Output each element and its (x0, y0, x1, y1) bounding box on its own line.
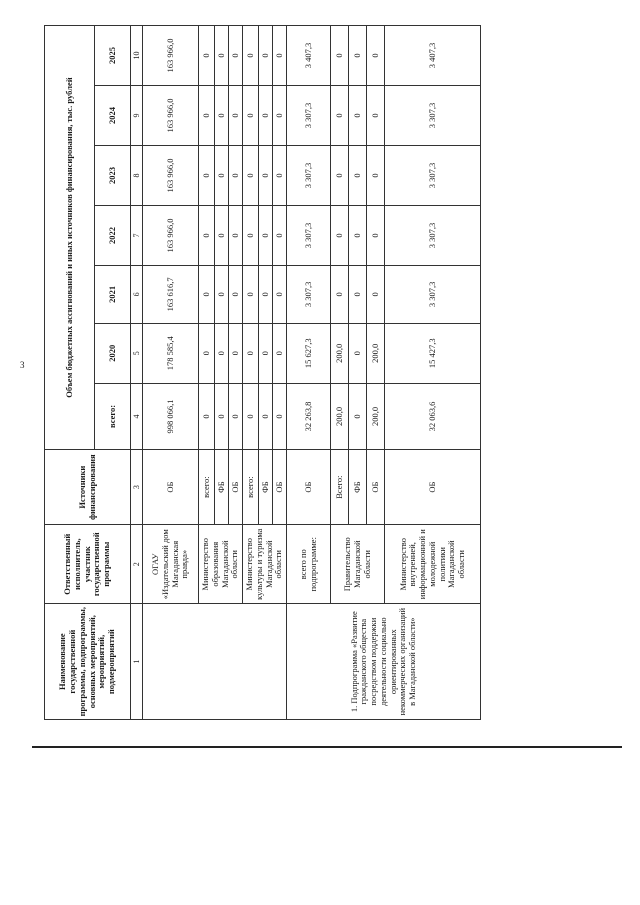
value-cell: 0 (243, 265, 259, 323)
col-number: 3 (131, 450, 143, 525)
value-cell: 0 (243, 323, 259, 383)
executor-cell: Министерство образования Магаданской области (199, 525, 243, 604)
value-cell: 0 (215, 265, 229, 323)
value-cell: 0 (349, 86, 367, 146)
value-cell: 0 (349, 383, 367, 449)
value-cell: 32 263,8 (287, 383, 331, 449)
value-cell: 163 966,0 (143, 26, 199, 86)
col-number: 5 (131, 323, 143, 383)
value-cell: 3 307,3 (287, 205, 331, 265)
value-cell: 163 616,7 (143, 265, 199, 323)
value-cell: 0 (367, 265, 385, 323)
header-program: Наименование государственной программы, подпрограммы, основных мероприятий, мероприятий, подмероприятий (45, 604, 131, 720)
value-cell: 3 407,3 (385, 26, 481, 86)
value-cell: 0 (229, 323, 243, 383)
value-cell: 3 307,3 (385, 86, 481, 146)
value-cell: 0 (243, 86, 259, 146)
header-year-2024: 2024 (95, 86, 131, 146)
value-cell: 0 (331, 265, 349, 323)
value-cell: 3 307,3 (287, 146, 331, 206)
source-cell: ОБ (287, 450, 331, 525)
table-row (287, 26, 331, 720)
executor-cell: ОГАУ «Издательский дом Магаданская правда» (143, 525, 199, 604)
value-cell: 0 (367, 205, 385, 265)
header-year-2023: 2023 (95, 146, 131, 206)
source-cell: ФБ (349, 450, 367, 525)
value-cell: 200,0 (367, 383, 385, 449)
col-number: 8 (131, 146, 143, 206)
executor-cell: Министерство культуры и туризма Магаданской области (243, 525, 287, 604)
value-cell: 163 966,0 (143, 86, 199, 146)
value-cell: 0 (229, 383, 243, 449)
budget-table (44, 25, 481, 720)
header-year-2025: 2025 (95, 26, 131, 86)
value-cell: 998 066,1 (143, 383, 199, 449)
value-cell: 0 (215, 323, 229, 383)
value-cell: 0 (349, 146, 367, 206)
value-cell: 0 (243, 146, 259, 206)
page-number: 3 (20, 360, 25, 370)
value-cell: 0 (259, 265, 273, 323)
value-cell: 0 (215, 146, 229, 206)
value-cell: 0 (349, 265, 367, 323)
value-cell: 0 (259, 26, 273, 86)
value-cell: 0 (229, 205, 243, 265)
value-cell: 0 (215, 383, 229, 449)
value-cell: 0 (273, 323, 287, 383)
col-number: 1 (131, 604, 143, 720)
header-executor: Ответственный исполнитель, участник государственной программы (45, 525, 131, 604)
source-cell: ОБ (367, 450, 385, 525)
value-cell: 0 (243, 26, 259, 86)
value-cell: 15 627,3 (287, 323, 331, 383)
source-cell: ОБ (273, 450, 287, 525)
value-cell: 0 (273, 86, 287, 146)
value-cell: 0 (367, 146, 385, 206)
budget-table-rotated (44, 25, 549, 720)
value-cell: 3 307,3 (287, 86, 331, 146)
value-cell: 0 (215, 86, 229, 146)
header-source: Источники финансирования (45, 450, 131, 525)
executor-cell: Министерство внутренней, информационной и молодежной политики Магаданской области (385, 525, 481, 604)
value-cell: 3 407,3 (287, 26, 331, 86)
value-cell: 3 307,3 (385, 146, 481, 206)
col-number: 9 (131, 86, 143, 146)
program-cell-empty (143, 604, 287, 720)
header-total: всего: (95, 383, 131, 449)
value-cell: 0 (215, 205, 229, 265)
value-cell: 0 (199, 265, 215, 323)
program-name: 1. Подпрограмма «Развитие гражданского общества посредством поддержки деятельности социально ориентированных некоммерческих организаций в Магаданской области» (287, 604, 481, 720)
value-cell: 0 (367, 86, 385, 146)
value-cell: 0 (367, 26, 385, 86)
value-cell: 0 (259, 146, 273, 206)
source-cell: ОБ (143, 450, 199, 525)
value-cell: 178 585,4 (143, 323, 199, 383)
value-cell: 0 (199, 26, 215, 86)
value-cell: 3 307,3 (287, 265, 331, 323)
value-cell: 200,0 (367, 323, 385, 383)
value-cell: 200,0 (331, 323, 349, 383)
value-cell: 0 (273, 146, 287, 206)
value-cell: 0 (259, 383, 273, 449)
value-cell: 0 (349, 205, 367, 265)
value-cell: 0 (331, 26, 349, 86)
value-cell: 0 (331, 146, 349, 206)
col-number: 10 (131, 26, 143, 86)
table-body (143, 26, 481, 720)
source-cell: всего: (243, 450, 259, 525)
executor-cell: всего по подпрограмме: (287, 525, 331, 604)
value-cell: 0 (199, 323, 215, 383)
value-cell: 163 966,0 (143, 205, 199, 265)
value-cell: 3 307,3 (385, 205, 481, 265)
value-cell: 200,0 (331, 383, 349, 449)
value-cell: 0 (243, 205, 259, 265)
table-row (143, 26, 199, 720)
value-cell: 0 (199, 146, 215, 206)
value-cell: 0 (259, 86, 273, 146)
value-cell: 0 (229, 265, 243, 323)
value-cell: 0 (243, 383, 259, 449)
value-cell: 0 (229, 146, 243, 206)
value-cell: 0 (229, 86, 243, 146)
value-cell: 0 (349, 323, 367, 383)
value-cell: 0 (273, 205, 287, 265)
value-cell: 0 (273, 383, 287, 449)
page-divider (32, 746, 622, 748)
source-cell: Всего: (331, 450, 349, 525)
value-cell: 15 427,3 (385, 323, 481, 383)
value-cell: 32 063,6 (385, 383, 481, 449)
value-cell: 163 966,0 (143, 146, 199, 206)
col-number: 2 (131, 525, 143, 604)
header-year-2022: 2022 (95, 205, 131, 265)
header-funding: Объем бюджетных ассигнований и иных источников финансирования, тыс. рублей (45, 26, 95, 450)
value-cell: 0 (229, 26, 243, 86)
value-cell: 0 (331, 205, 349, 265)
value-cell: 0 (259, 323, 273, 383)
source-cell: ОБ (229, 450, 243, 525)
value-cell: 0 (199, 383, 215, 449)
value-cell: 0 (259, 205, 273, 265)
value-cell: 0 (349, 26, 367, 86)
source-cell: ОБ (385, 450, 481, 525)
col-number: 6 (131, 265, 143, 323)
source-cell: ФБ (215, 450, 229, 525)
value-cell: 0 (273, 26, 287, 86)
value-cell: 0 (273, 265, 287, 323)
executor-cell: Правительство Магаданской области (331, 525, 385, 604)
value-cell: 0 (215, 26, 229, 86)
header-year-2020: 2020 (95, 323, 131, 383)
col-number: 4 (131, 383, 143, 449)
value-cell: 0 (331, 86, 349, 146)
col-number: 7 (131, 205, 143, 265)
value-cell: 0 (199, 205, 215, 265)
value-cell: 0 (199, 86, 215, 146)
value-cell: 3 307,3 (385, 265, 481, 323)
source-cell: всего: (199, 450, 215, 525)
source-cell: ФБ (259, 450, 273, 525)
header-year-2021: 2021 (95, 265, 131, 323)
